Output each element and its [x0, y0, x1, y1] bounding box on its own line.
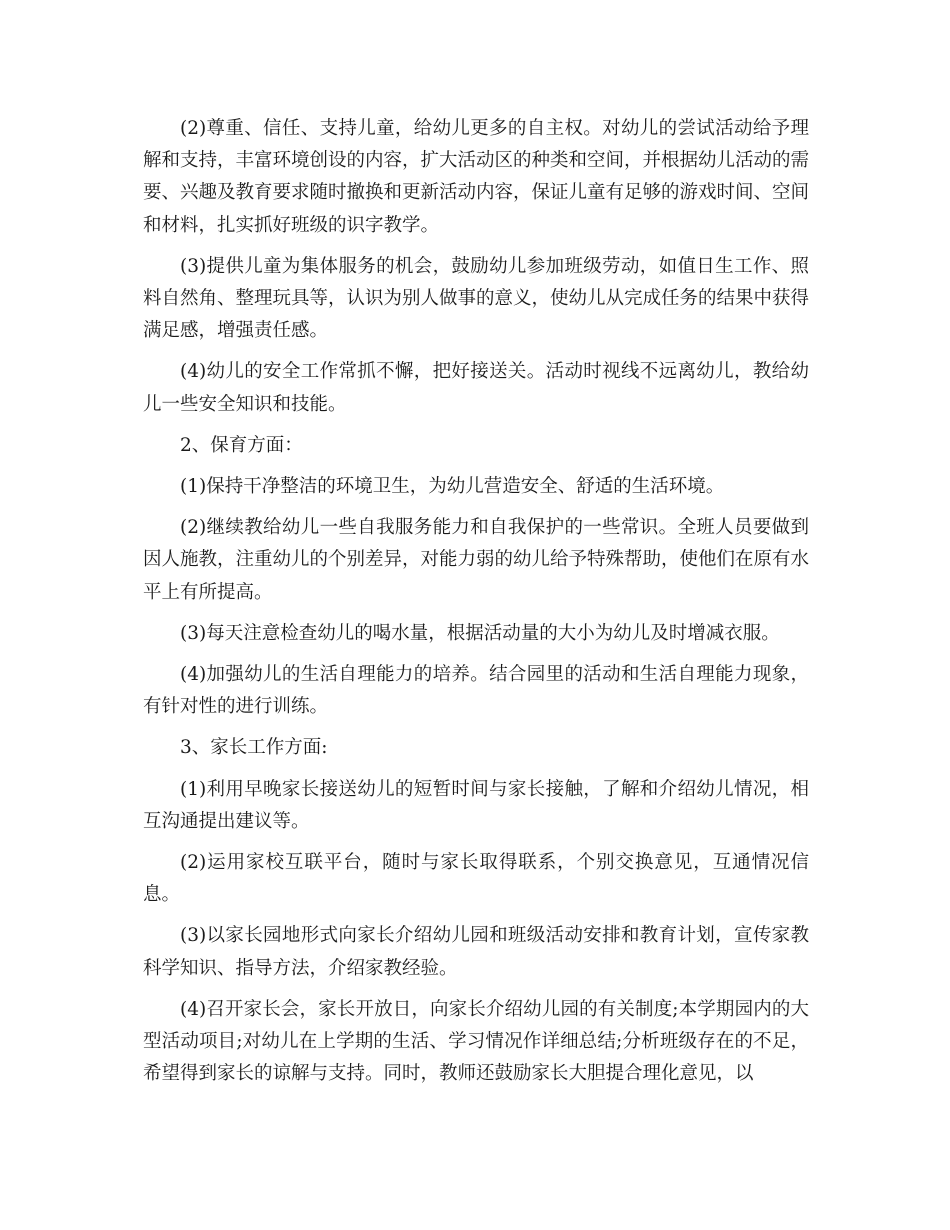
section-heading-parents: 3、家长工作方面:: [180, 737, 328, 759]
paragraph-collective-service: (3)提供儿童为集体服务的机会，鼓励幼儿参加班级劳动，如值日生工作、照料自然角、整理玩具等，认识为别人做事的意义，使幼儿从完成任务的结果中获得满足感，增强责任感。: [143, 255, 810, 342]
section-heading-nursing: 2、保育方面：: [180, 434, 303, 456]
paragraph-hygiene: (1)保持干净整洁的环境卫生，为幼儿营造安全、舒适的生活环境。: [180, 476, 725, 498]
paragraph-parent-garden: (3)以家长园地形式向家长介绍幼儿园和班级活动安排和教育计划，宣传家教科学知识、指导方法，介绍家教经验。: [143, 925, 809, 979]
paragraph-parent-contact: (1)利用早晚家长接送幼儿的短暂时间与家长接触，了解和介绍幼儿情况，相互沟通提出建议等。: [143, 778, 809, 832]
paragraph-self-care: (4)加强幼儿的生活自理能力的培养。结合园里的活动和生活自理能力现象，有针对性的进行训练。: [143, 664, 809, 718]
paragraph-care-respect: (2)尊重、信任、支持儿童，给幼儿更多的自主权。对幼儿的尝试活动给予理解和支持，丰富环境创设的内容，扩大活动区的种类和空间，并根据幼儿活动的需要、兴趣及教育要求随时撤换和更新活动内容，保证儿童有足够的游戏时间、空间和材料，扎实抓好班级的识字教学。: [143, 118, 810, 236]
paragraph-water-clothing: (3)每天注意检查幼儿的喝水量，根据活动量的大小为幼儿及时增减衣服。: [180, 622, 780, 644]
paragraph-parent-meeting: (4)召开家长会，家长开放日，向家长介绍幼儿园的有关制度;本学期园内的大型活动项目;对幼儿在上学期的生活、学习情况作详细总结;分析班级存在的不足，希望得到家长的谅解与支持。同时，教师还鼓励家长大胆提合理化意见，以: [143, 998, 809, 1085]
paragraph-self-service: (2)继续教给幼儿一些自我服务能力和自我保护的一些常识。全班人员要做到因人施教，注重幼儿的个别差异，对能力弱的幼儿给予特殊帮助，使他们在原有水平上有所提高。: [143, 517, 810, 603]
paragraph-safety: (4)幼儿的安全工作常抓不懈，把好接送关。活动时视线不远离幼儿，教给幼儿一些安全知识和技能。: [143, 361, 809, 415]
paragraph-home-school-platform: (2)运用家校互联平台，随时与家长取得联系，个别交换意见，互通情况信息。: [143, 852, 809, 906]
document-body: [143, 113, 809, 1099]
